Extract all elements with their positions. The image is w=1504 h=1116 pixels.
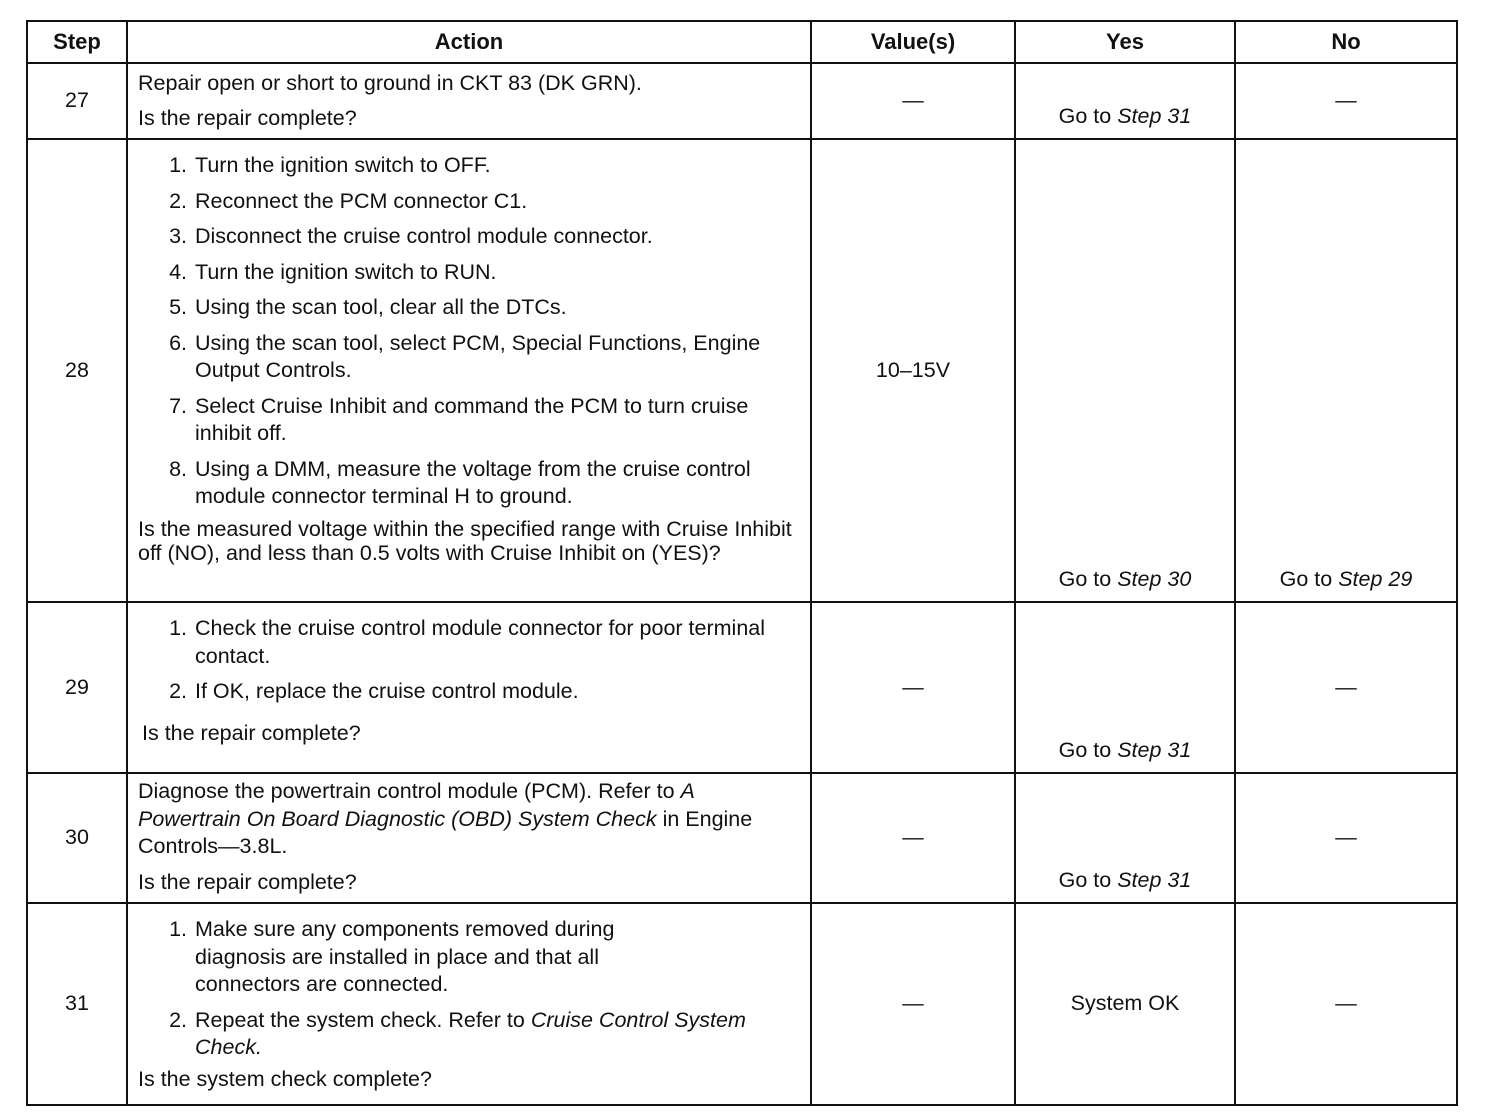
step-number: 27 (27, 63, 127, 139)
yes-cell (1015, 773, 1235, 903)
list-item (160, 916, 800, 999)
list-number: 1. (169, 917, 187, 941)
list-item (160, 188, 800, 216)
yes-cell: System OK (1015, 903, 1235, 1105)
no-cell: — (1235, 63, 1457, 139)
header-step: Step (27, 21, 127, 63)
goto-prefix: Go to (1058, 103, 1112, 128)
list-item (160, 259, 800, 287)
action-intro: Diagnose the powertrain control module (PCM). Refer to (138, 779, 675, 803)
action-text: Repair open or short to ground in CKT 83 (DK GRN). (138, 71, 642, 95)
list-text: Select Cruise Inhibit and command the PCM to turn cruise inhibit off. (195, 393, 749, 445)
list-number: 2. (169, 1007, 187, 1032)
action-list (138, 916, 800, 1062)
action-cell (127, 602, 811, 773)
list-text: Make sure any components removed during diagnosis are installed in place and that all connectors are connected. (195, 917, 615, 996)
header-action: Action (127, 21, 811, 63)
yes-goto (1016, 737, 1234, 765)
action-text (138, 778, 800, 861)
list-number: 1. (169, 153, 187, 177)
goto-step: Step 31 (1117, 103, 1192, 128)
list-text-reference: Cruise Control System Check. (195, 1007, 746, 1059)
action-cell (127, 773, 811, 903)
value-cell: 10–15V (811, 139, 1015, 602)
yes-cell (1015, 139, 1235, 602)
action-question: Is the measured voltage within the specified range with Cruise Inhibit off (NO), and less than 0.5 volts with Cruise Inhibit on (YES)? (138, 516, 792, 565)
step-number: 30 (27, 773, 127, 903)
list-item (160, 294, 800, 322)
no-cell: — (1235, 903, 1457, 1105)
value-cell: — (811, 602, 1015, 773)
list-text: Turn the ignition switch to OFF. (195, 153, 491, 177)
no-goto (1236, 566, 1456, 594)
list-item (160, 456, 800, 511)
table-row (27, 602, 1457, 773)
list-text: Using a DMM, measure the voltage from the cruise control module connector terminal H to ground. (195, 456, 751, 508)
table-row (27, 773, 1457, 903)
list-text (195, 1007, 800, 1062)
diagnostic-table-page (26, 20, 1456, 1106)
diagnostic-steps-table (26, 20, 1458, 1106)
action-cell (127, 63, 811, 139)
list-number: 6. (169, 330, 187, 355)
yes-goto (1016, 566, 1234, 594)
list-number: 8. (169, 456, 187, 481)
goto-prefix: Go to (1058, 566, 1112, 591)
yes-cell (1015, 63, 1235, 139)
action-question: Is the repair complete? (138, 869, 357, 894)
goto-prefix: Go to (1058, 737, 1112, 762)
list-text: Disconnect the cruise control module connector. (195, 224, 653, 248)
list-item (160, 1007, 800, 1062)
goto-step: Step 30 (1117, 566, 1192, 591)
goto-prefix: Go to (1279, 566, 1333, 591)
table-row (27, 903, 1457, 1105)
list-number: 5. (169, 295, 187, 319)
header-no: No (1235, 21, 1457, 63)
list-number: 4. (169, 259, 187, 284)
yes-goto (1016, 103, 1234, 131)
header-yes: Yes (1015, 21, 1235, 63)
no-cell: — (1235, 602, 1457, 773)
yes-cell (1015, 602, 1235, 773)
goto-prefix: Go to (1058, 867, 1112, 892)
list-number: 3. (169, 224, 187, 248)
list-number: 1. (169, 616, 187, 640)
action-question: Is the repair complete? (142, 720, 361, 745)
list-text: Using the scan tool, clear all the DTCs. (195, 295, 567, 319)
list-text: Turn the ignition switch to RUN. (195, 259, 497, 284)
action-question: Is the repair complete? (138, 105, 357, 130)
goto-step: Step 31 (1117, 867, 1192, 892)
goto-step: Step 31 (1117, 737, 1192, 762)
list-number: 2. (169, 679, 187, 703)
value-cell: — (811, 903, 1015, 1105)
yes-goto (1016, 867, 1234, 895)
list-item (160, 678, 800, 706)
list-text: Check the cruise control module connector for poor terminal contact. (195, 616, 766, 668)
list-text: Using the scan tool, select PCM, Special Functions, Engine Output Controls. (195, 330, 761, 382)
value-cell: — (811, 773, 1015, 903)
list-number: 7. (169, 393, 187, 418)
action-question: Is the system check complete? (138, 1066, 432, 1091)
action-list (138, 152, 800, 511)
action-cell (127, 139, 811, 602)
action-list (138, 615, 800, 706)
list-item (160, 615, 800, 670)
list-item (160, 393, 800, 448)
list-item (160, 223, 800, 251)
action-reference: A Powertrain On Board Diagnostic (OBD) System Check (138, 779, 695, 831)
goto-step: Step 29 (1338, 566, 1413, 591)
header-row (27, 21, 1457, 63)
step-number: 29 (27, 602, 127, 773)
list-text: If OK, replace the cruise control module. (195, 679, 579, 703)
step-number: 31 (27, 903, 127, 1105)
list-number: 2. (169, 188, 187, 213)
table-row (27, 139, 1457, 602)
table-row (27, 63, 1457, 139)
action-tail: in Engine Controls—3.8L. (138, 806, 753, 858)
list-text-plain: Repeat the system check. Refer to (195, 1007, 525, 1032)
no-cell (1235, 139, 1457, 602)
value-cell: — (811, 63, 1015, 139)
header-values: Value(s) (811, 21, 1015, 63)
action-cell (127, 903, 811, 1105)
list-item (160, 152, 800, 180)
list-item (160, 330, 800, 385)
step-number: 28 (27, 139, 127, 602)
list-text: Reconnect the PCM connector C1. (195, 188, 528, 213)
no-cell: — (1235, 773, 1457, 903)
